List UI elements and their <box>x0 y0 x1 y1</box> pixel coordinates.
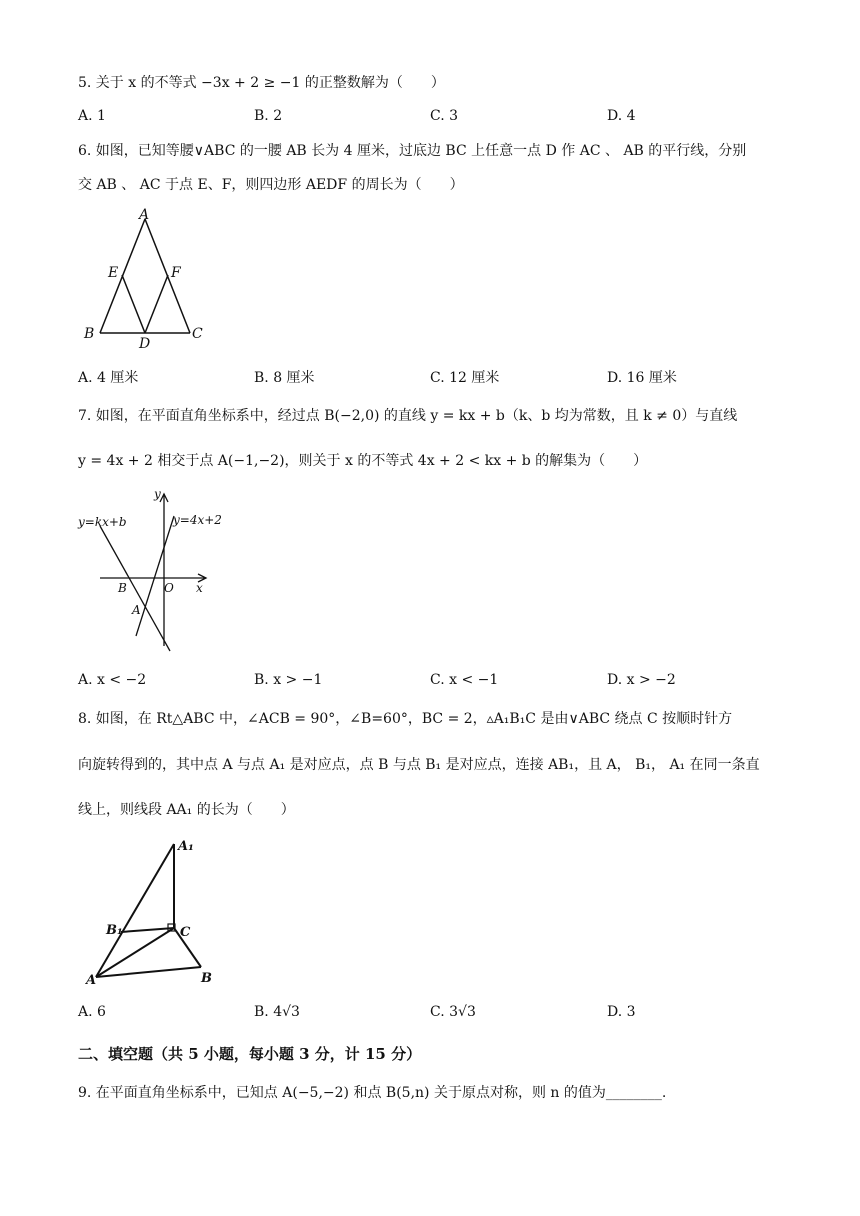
fig7-label-x-axis: x <box>196 581 203 595</box>
q8-option-d[interactable]: D. 3 <box>607 1004 636 1020</box>
fig6-label-c: C <box>192 326 203 342</box>
q8-option-a[interactable]: A. 6 <box>78 1004 106 1020</box>
fig6-label-e: E <box>108 265 119 281</box>
fig8-label-a: A <box>86 973 97 988</box>
question-9-stem: 9. 在平面直角坐标系中，已知点 A(−5,−2) 和点 B(5,n) 关于原点对称，则 n 的值为________. <box>78 1085 667 1101</box>
q6-option-c[interactable]: C. 12 厘米 <box>430 370 500 386</box>
section-2-title: 二、填空题（共 5 小题，每小题 3 分，计 15 分） <box>78 1045 422 1063</box>
question-8-stem-line3: 线上，则线段 AA₁ 的长为（ ） <box>78 802 295 818</box>
fig6-label-b: B <box>84 326 95 342</box>
fig7-label-4x-line: y=4x+2 <box>173 513 222 527</box>
q5-option-a[interactable]: A. 1 <box>78 108 106 124</box>
question-8-stem-line2: 向旋转得到的，其中点 A 与点 A₁ 是对应点，点 B 与点 B₁ 是对应点，连接 AB₁，且 A， B₁， A₁ 在同一条直 <box>78 757 760 773</box>
fig6-label-a: A <box>139 207 150 223</box>
rotated-triangle-figure <box>86 832 226 992</box>
q6-option-b[interactable]: B. 8 厘米 <box>254 370 315 386</box>
question-7-stem-line2: y = 4x + 2 相交于点 A(−1,−2)，则关于 x 的不等式 4x + 2 < kx + b 的解集为（ ） <box>78 453 648 469</box>
fig6-label-f: F <box>171 265 181 281</box>
q7-option-d[interactable]: D. x > −2 <box>607 672 676 688</box>
q6-option-d[interactable]: D. 16 厘米 <box>607 370 677 386</box>
fig8-label-b: B <box>201 971 212 986</box>
question-7-stem-line1: 7. 如图，在平面直角坐标系中，经过点 B(−2,0) 的直线 y = kx + b（k、b 均为常数，且 k ≠ 0）与直线 <box>78 408 738 424</box>
q8-option-c[interactable]: C. 3√3 <box>430 1004 476 1020</box>
coordinate-lines-figure <box>78 486 222 656</box>
q5-option-c[interactable]: C. 3 <box>430 108 459 124</box>
question-6-stem-line2: 交 AB 、 AC 于点 E、F，则四边形 AEDF 的周长为（ ） <box>78 177 464 193</box>
q7-option-b[interactable]: B. x > −1 <box>254 672 323 688</box>
fig7-label-a: A <box>132 603 141 617</box>
fig7-label-kx-line: y=kx+b <box>78 515 127 529</box>
question-6-stem-line1: 6. 如图，已知等腰∨ABC 的一腰 AB 长为 4 厘米，过底边 BC 上任意一点 D 作 AC 、 AB 的平行线，分别 <box>78 143 747 159</box>
question-5-stem: 5. 关于 x 的不等式 −3x + 2 ≥ −1 的正整数解为（ ） <box>78 75 445 91</box>
fig6-label-d: D <box>139 336 151 352</box>
q7-option-c[interactable]: C. x < −1 <box>430 672 499 688</box>
q5-option-d[interactable]: D. 4 <box>607 108 636 124</box>
fig8-label-b1: B₁ <box>106 923 123 938</box>
q6-option-a[interactable]: A. 4 厘米 <box>78 370 139 386</box>
q8-option-b[interactable]: B. 4√3 <box>254 1004 300 1020</box>
fig8-label-a1: A₁ <box>178 839 194 854</box>
q5-option-b[interactable]: B. 2 <box>254 108 283 124</box>
question-8-stem-line1: 8. 如图，在 Rt△ABC 中，∠ACB = 90°，∠B=60°，BC = 2，▵A₁B₁C 是由∨ABC 绕点 C 按顺时针方 <box>78 711 733 727</box>
q7-option-a[interactable]: A. x < −2 <box>78 672 147 688</box>
fig7-label-b: B <box>118 581 127 595</box>
isosceles-triangle-figure <box>80 205 220 355</box>
fig7-label-o: O <box>164 581 174 595</box>
fig7-label-y-axis: y <box>154 487 161 501</box>
fig8-label-c: C <box>180 925 191 940</box>
